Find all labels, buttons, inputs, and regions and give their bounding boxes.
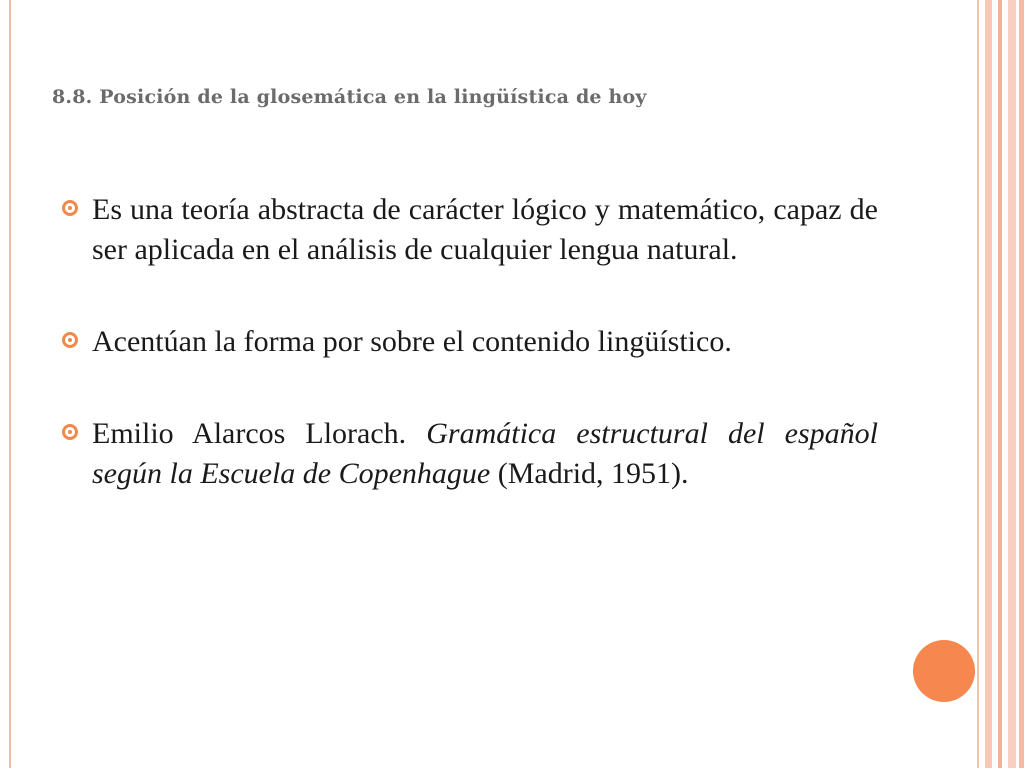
right-stripe — [985, 0, 992, 768]
bullet-item — [62, 190, 878, 270]
bullet-circle-icon — [62, 200, 78, 216]
bullet-item — [62, 414, 878, 494]
orange-circle-icon — [913, 640, 975, 702]
bullet-circle-icon — [62, 424, 78, 440]
bullet-text: Es una teoría abstracta de carácter lógico y matemático, capaz de ser aplicada en el análisis de cualquier lengua natural. — [92, 193, 878, 266]
right-stripe — [1008, 0, 1016, 768]
bullet-text-reference — [92, 414, 878, 494]
reference-publication: (Madrid, 1951). — [490, 457, 689, 490]
bullet-circle-icon — [62, 332, 78, 348]
bullet-text: Acentúan la forma por sobre el contenido lingüístico. — [92, 325, 732, 358]
bullet-item — [62, 322, 878, 362]
left-border-line — [9, 0, 11, 768]
reference-book-title: Gramática estructural del español según la Escuela de Copenhague — [92, 417, 878, 490]
bullet-list — [62, 190, 878, 546]
right-stripe — [977, 0, 979, 768]
reference-author: Emilio Alarcos Llorach. — [92, 417, 427, 450]
right-stripe — [1019, 0, 1024, 768]
right-stripe — [998, 0, 1002, 768]
slide-title: 8.8. Posición de la glosemática en la lingüística de hoy — [52, 86, 647, 108]
